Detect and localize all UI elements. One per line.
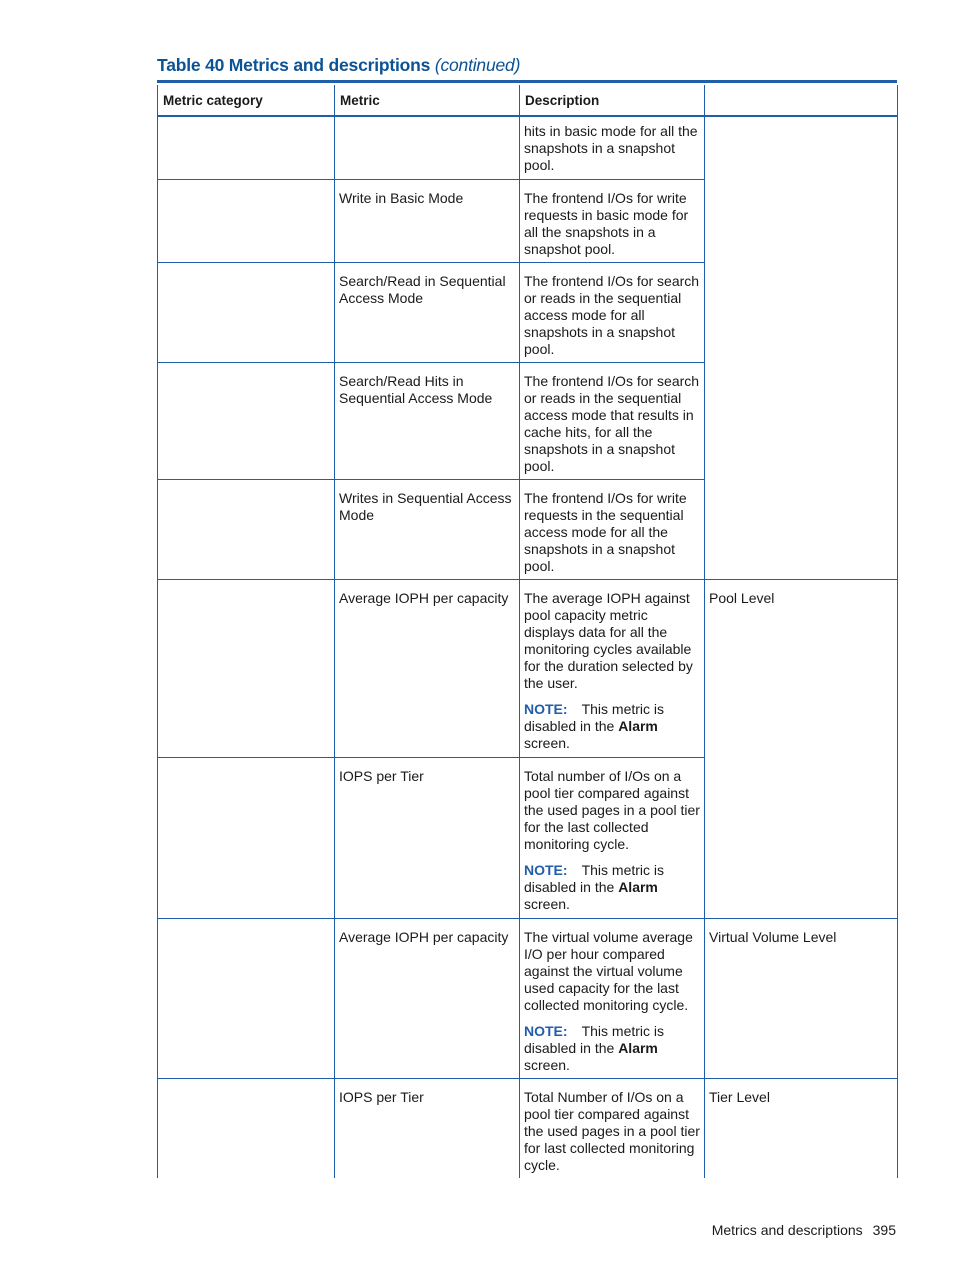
cell-category	[158, 479, 335, 579]
cell-description	[520, 918, 705, 1078]
table-top-rule	[157, 80, 897, 83]
cell-metric: Search/Read in Sequential Access Mode	[335, 262, 520, 362]
continued-label: (continued)	[434, 55, 521, 75]
note-alarm: Alarm	[618, 878, 658, 895]
note-text-end: screen.	[524, 1056, 570, 1073]
table-row	[158, 579, 898, 757]
footer-section-title: Metrics and descriptions	[711, 1222, 863, 1238]
header-metric-category: Metric category	[158, 85, 335, 116]
cell-description: The frontend I/Os for search or reads in the sequential access mode for all snapshots in a snapshot pool.	[520, 262, 705, 362]
note-text-end: screen.	[524, 734, 570, 751]
cell-category	[158, 918, 335, 1078]
note	[524, 862, 700, 913]
note-text-end: screen.	[524, 895, 570, 912]
cell-description: The frontend I/Os for write requests in basic mode for all the snapshots in a snapshot pool.	[520, 179, 705, 262]
note-text: This metric is disabled in the	[524, 700, 665, 734]
cell-level: Pool Level	[705, 579, 898, 918]
metrics-table	[157, 85, 898, 1178]
cell-description: The frontend I/Os for search or reads in the sequential access mode that results in cache hits, for all the snapshots in a snapshot pool.	[520, 362, 705, 479]
description-text: The average IOPH against pool capacity metric displays data for all the monitoring cycles available for the duration selected by the user.	[524, 589, 693, 691]
cell-metric: Average IOPH per capacity	[335, 918, 520, 1078]
cell-metric: IOPS per Tier	[335, 1078, 520, 1178]
cell-category	[158, 179, 335, 262]
cell-metric: Write in Basic Mode	[335, 179, 520, 262]
table-row	[158, 1078, 898, 1178]
note-alarm: Alarm	[618, 717, 658, 734]
table-title: Table 40 Metrics and descriptions	[157, 55, 431, 75]
header-description: Description	[520, 85, 705, 116]
note-label: NOTE:	[524, 861, 568, 878]
cell-category	[158, 116, 335, 179]
cell-level	[705, 116, 898, 579]
table-caption	[157, 55, 520, 76]
description-text: Total number of I/Os on a pool tier compared against the used pages in a pool tier for the last collected monitoring cycle.	[524, 767, 700, 852]
cell-category	[158, 262, 335, 362]
cell-category	[158, 362, 335, 479]
cell-category	[158, 1078, 335, 1178]
description-text: The virtual volume average I/O per hour compared against the virtual volume used capacity for the last collected monitoring cycle.	[524, 928, 693, 1013]
cell-description	[520, 757, 705, 918]
cell-metric: Writes in Sequential Access Mode	[335, 479, 520, 579]
note	[524, 1023, 700, 1074]
table-row	[158, 918, 898, 1078]
header-level	[705, 85, 898, 116]
header-row	[158, 85, 898, 116]
cell-level: Tier Level	[705, 1078, 898, 1178]
cell-level: Virtual Volume Level	[705, 918, 898, 1078]
cell-metric: Search/Read Hits in Sequential Access Mode	[335, 362, 520, 479]
note	[524, 701, 700, 752]
cell-description: Total Number of I/Os on a pool tier compared against the used pages in a pool tier for last collected monitoring cycle.	[520, 1078, 705, 1178]
cell-description: The frontend I/Os for write requests in the sequential access mode for all the snapshots in a snapshot pool.	[520, 479, 705, 579]
page-footer	[712, 1222, 896, 1238]
cell-category	[158, 579, 335, 757]
page-number: 395	[872, 1222, 896, 1238]
note-alarm: Alarm	[618, 1039, 658, 1056]
table-row	[158, 116, 898, 179]
cell-description	[520, 579, 705, 757]
note-label: NOTE:	[524, 700, 568, 717]
note-text: This metric is disabled in the	[524, 861, 665, 895]
cell-description: hits in basic mode for all the snapshots in a snapshot pool.	[520, 116, 705, 179]
header-metric: Metric	[335, 85, 520, 116]
cell-metric: IOPS per Tier	[335, 757, 520, 918]
note-label: NOTE:	[524, 1022, 568, 1039]
note-text: This metric is disabled in the	[524, 1022, 665, 1056]
cell-category	[158, 757, 335, 918]
cell-metric	[335, 116, 520, 179]
cell-metric: Average IOPH per capacity	[335, 579, 520, 757]
